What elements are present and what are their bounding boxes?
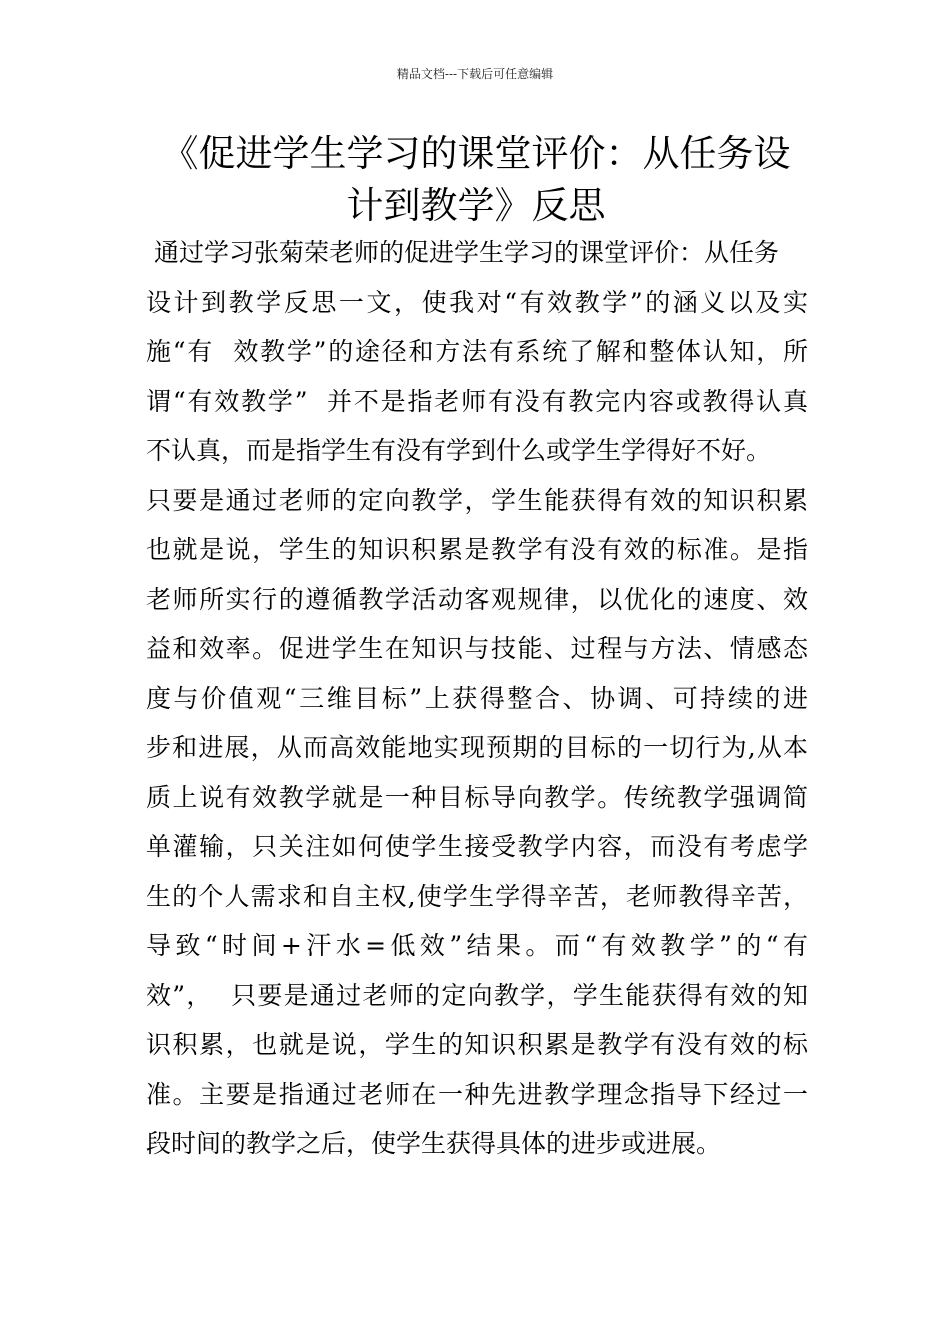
body-line-17: 识积累，也就是说，学生的知识积累是教学有没有效的标 xyxy=(146,1030,808,1059)
body-line-6: 只要是通过老师的定向教学，学生能获得有效的知识积累 xyxy=(146,485,808,515)
body-line-15: 导致“时间+汗水=低效”结果。而“有效教学”的“有 xyxy=(146,931,808,960)
body-line-10: 度与价值观“三维目标”上获得整合、协调、可持续的进 xyxy=(146,683,808,713)
body-line-11: 步和进展，从而高效能地实现预期的目标的一切行为,从本 xyxy=(146,733,808,762)
title-line-1: 《促进学生学习的课堂评价：从任务设 xyxy=(161,132,791,175)
body-line-12: 质上说有效教学就是一种目标导向教学。传统教学强调简 xyxy=(146,782,808,812)
body-line-4: 谓“有效教学” 并不是指老师有没有教完内容或教得认真 xyxy=(146,386,808,416)
body-line-3: 施“有 效教学”的途径和方法有系统了解和整体认知，所 xyxy=(146,337,808,366)
body-line-19: 段时间的教学之后，使学生获得具体的进步或进展。 xyxy=(146,1129,722,1158)
body-line-5: 不认真，而是指学生有没有学到什么或学生学得好不好。 xyxy=(146,436,772,465)
page-header-note: 精品文档---下载后可任意编辑 xyxy=(396,67,554,81)
document-title xyxy=(146,128,806,232)
body-line-8: 老师所实行的遵循教学活动客观规律，以优化的速度、效 xyxy=(146,584,808,614)
document-body xyxy=(146,228,808,1169)
body-line-18: 准。主要是指通过老师在一种先进教学理念指导下经过一 xyxy=(146,1079,808,1109)
body-line-16: 效”， 只要是通过老师的定向教学，学生能获得有效的知 xyxy=(146,980,808,1010)
body-line-9: 益和效率。促进学生在知识与技能、过程与方法、情感态 xyxy=(146,634,808,663)
body-line-13: 单灌输，只关注如何使学生接受教学内容，而没有考虑学 xyxy=(146,832,808,861)
title-line-2: 计到教学》反思 xyxy=(346,184,606,227)
body-line-1: 通过学习张菊荣老师的促进学生学习的课堂评价：从任务 xyxy=(146,238,779,267)
body-line-7: 也就是说，学生的知识积累是教学有没有效的标准。是指 xyxy=(146,535,808,564)
body-line-2: 设计到教学反思一文，使我对“有效教学”的涵义以及实 xyxy=(146,287,808,317)
body-line-14: 生的个人需求和自主权,使学生学得辛苦，老师教得辛苦， xyxy=(146,881,808,911)
